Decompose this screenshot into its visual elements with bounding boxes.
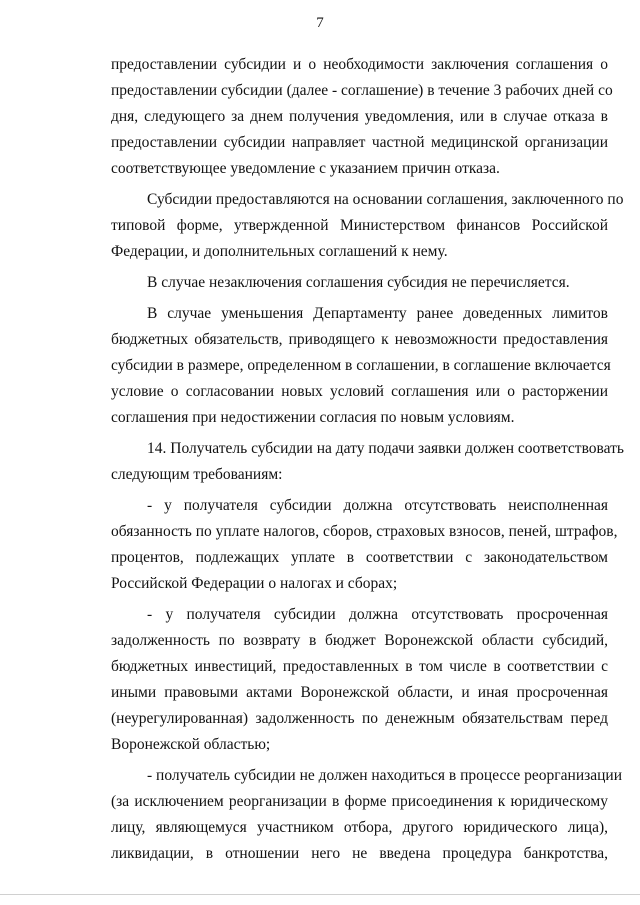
text-line: Субсидии предоставляются на основании соглашения, заключенного по [147, 191, 624, 208]
text-line: предоставлении субсидии направляет частной медицинской организации [111, 134, 608, 151]
text-line: 14. Получатель субсидии на дату подачи заявки должен соответствовать [147, 440, 624, 457]
text-line: следующим требованиям: [111, 466, 283, 483]
text-line: Воронежской областью; [111, 736, 271, 753]
text-line: - у получателя субсидии должна отсутствовать просроченная [147, 606, 608, 623]
page-bottom-edge [0, 894, 640, 895]
text-line: - получатель субсидии не должен находиться в процессе реорганизации [147, 767, 623, 784]
text-line: предоставлении субсидии и о необходимости заключения соглашения о [111, 56, 608, 73]
paragraph [111, 187, 624, 265]
text-line: субсидии в размере, определенном в соглашении, в соглашение включается [111, 357, 611, 374]
text-line: бюджетных инвестиций, предоставленных в том числе в соответствии с [111, 658, 608, 675]
paragraph [111, 602, 608, 758]
text-line: соответствующее уведомление с указанием причин отказа. [111, 160, 500, 177]
paragraph [111, 52, 613, 182]
text-line: Федерации, и дополнительных соглашений к нему. [111, 243, 448, 260]
text-line: Российской Федерации о налогах и сборах; [111, 575, 398, 592]
text-line: бюджетных обязательств, приводящего к невозможности предоставления [111, 331, 608, 348]
text-line: (за исключением реорганизации в форме присоединения к юридическому [111, 793, 608, 810]
text-line: условие о согласовании новых условий соглашения или о расторжении [111, 383, 608, 400]
text-line: типовой форме, утвержденной Министерством финансов Российской [111, 217, 608, 234]
paragraph [111, 493, 618, 597]
text-line: (неурегулированная) задолженность по денежным обязательствам перед [111, 710, 608, 727]
text-line: В случае уменьшения Департаменту ранее доведенных лимитов [147, 305, 608, 322]
paragraph [111, 270, 608, 296]
text-line: - у получателя субсидии должна отсутствовать неисполненная [147, 497, 608, 514]
text-line: ликвидации, в отношении него не введена процедура банкротства, [111, 845, 608, 862]
page-number: 7 [316, 15, 324, 31]
body-text [111, 52, 624, 867]
text-line: процентов, подлежащих уплате в соответствии с законодательством [111, 549, 608, 566]
text-line: дня, следующего за днем получения уведомления, или в случае отказа в [111, 108, 608, 125]
text-line: соглашения при недостижении согласия по новым условиям. [111, 409, 515, 426]
text-line: лицу, являющемуся участником отбора, другого юридического лица), [111, 819, 608, 836]
text-line: предоставлении субсидии (далее - соглашение) в течение 3 рабочих дней со [111, 82, 613, 99]
text-line: иными правовыми актами Воронежской области, и иная просроченная [111, 684, 608, 701]
text-line: задолженность по возврату в бюджет Воронежской области субсидий, [111, 632, 608, 649]
paragraph [111, 301, 611, 431]
text-line: В случае незаключения соглашения субсидия не перечисляется. [147, 274, 570, 291]
paragraph [111, 763, 623, 867]
text-line: обязанность по уплате налогов, сборов, страховых взносов, пеней, штрафов, [111, 523, 618, 540]
paragraph [111, 436, 624, 488]
